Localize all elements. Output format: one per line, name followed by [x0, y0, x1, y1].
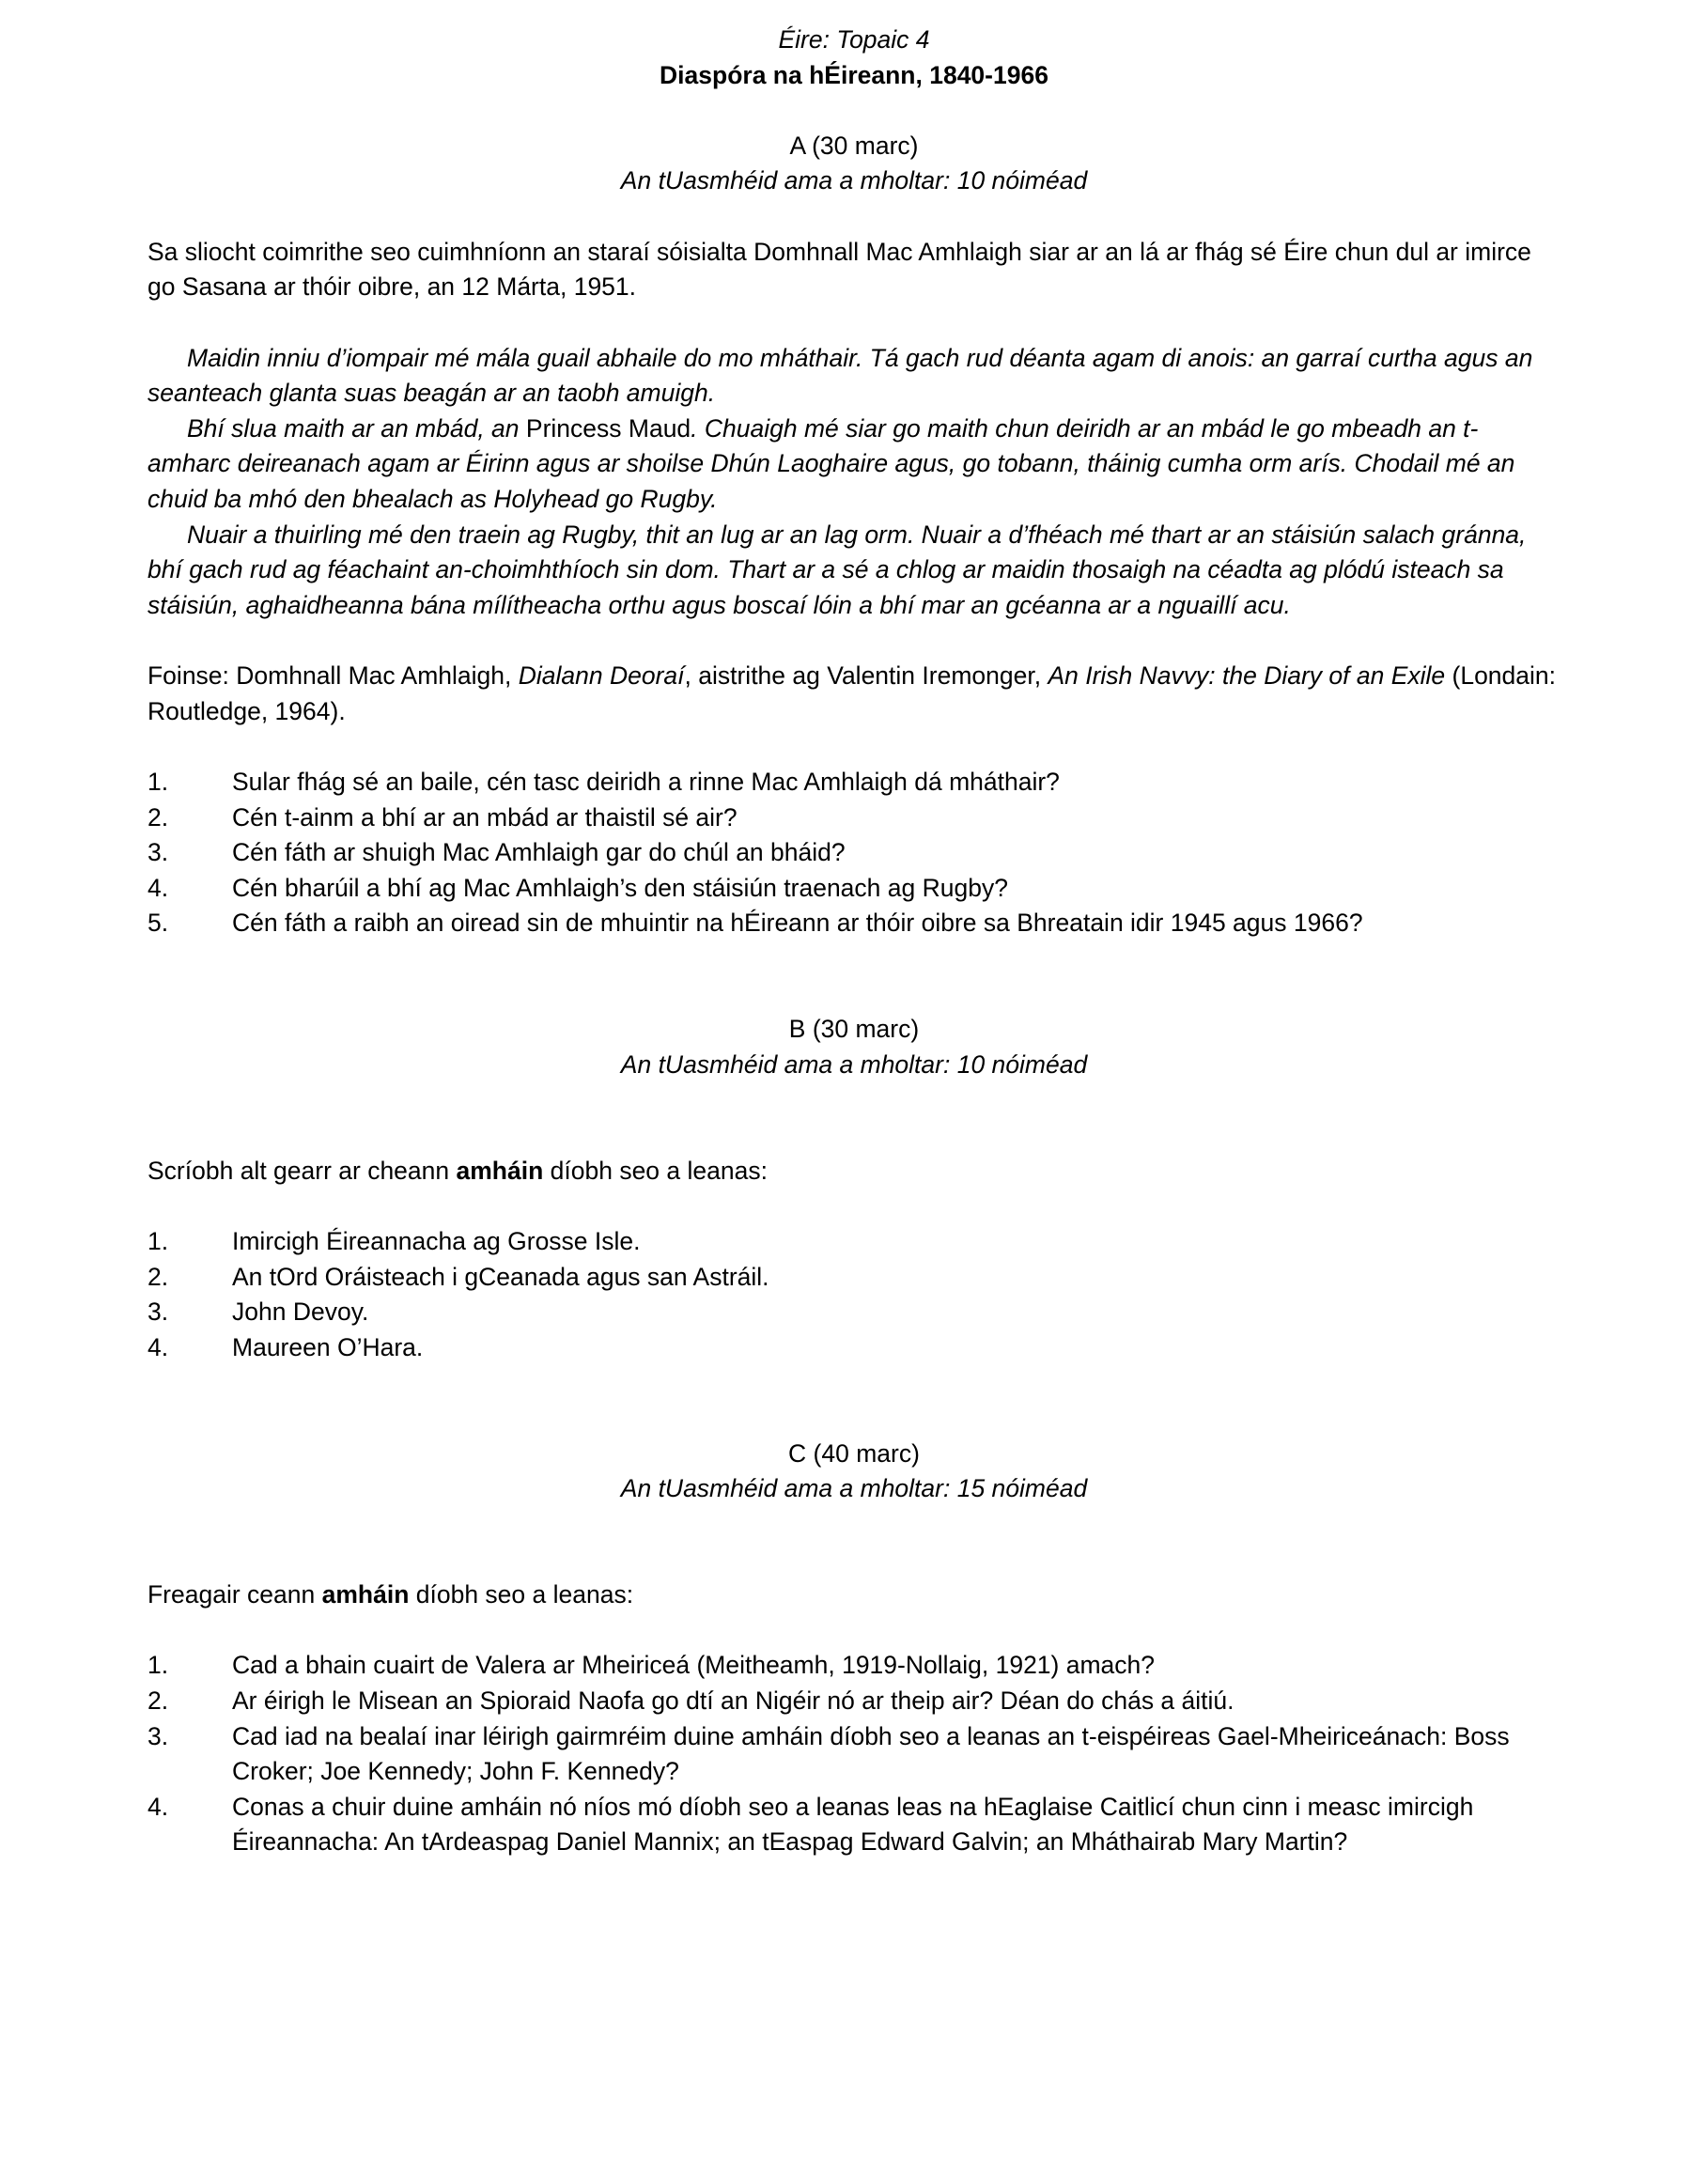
- spacer: [148, 977, 1560, 1013]
- spacer: [148, 1083, 1560, 1119]
- item-text: Cén t-ainm a bhí ar an mbád ar thaistil sé air?: [232, 802, 738, 832]
- section-a-subheading: An tUasmhéid ama a mholtar: 10 nóiméad: [620, 166, 1088, 195]
- item-number: 4.: [148, 1332, 169, 1361]
- extract-paragraph-2: [148, 412, 1560, 518]
- section-c-instruction: [148, 1578, 1560, 1613]
- instruction-emphasis: amháin: [456, 1156, 544, 1185]
- item-number: 1.: [148, 1651, 169, 1680]
- list-item: [148, 765, 1560, 800]
- source-middle: , aistrithe ag Valentin Iremonger,: [684, 661, 1048, 691]
- list-item: [148, 1260, 1560, 1296]
- item-number: 2.: [148, 1686, 169, 1715]
- instruction-part-b: díobh seo a leanas:: [543, 1156, 768, 1185]
- item-number: 3.: [148, 838, 169, 867]
- extract-p2-part-a: Bhí slua maith ar an mbád, an: [187, 413, 526, 443]
- spacer: [148, 93, 1560, 129]
- spacer: [148, 729, 1560, 765]
- source-tail: (Londain: Routledge, 1964).: [148, 661, 1557, 725]
- extract-paragraph-1: Maidin inniu d’iompair mé mála guail abhaile do mo mháthair. Tá gach rud déanta agam di anois: an garraí curtha agus an seanteach glanta suas beagán ar an taobh amuigh.: [148, 343, 1533, 408]
- item-text: Cad iad na bealaí inar léirigh gairmréim duine amháin díobh seo a leanas an t-eispéireas Gael-Mheiriceánach: Boss Croker; Joe Kennedy; John F. Kennedy?: [232, 1721, 1510, 1786]
- item-text: Conas a chuir duine amháin nó níos mó díobh seo a leanas leas na hEaglaise Caitlicí chun cinn i measc imircigh Éireannacha: An tArdeaspag Daniel Mannix; an tEaspag Edward Galvin; an Mháthairab Mary Martin?: [232, 1792, 1474, 1857]
- item-number: 3.: [148, 1721, 169, 1750]
- item-text: Cén fáth a raibh an oiread sin de mhuintir na hÉireann ar thóir oibre sa Bhreatain idir 1945 agus 1966?: [232, 909, 1363, 938]
- section-a-intro: Sa sliocht coimrithe seo cuimhníonn an staraí sóisialta Domhnall Mac Amhlaigh siar ar an lá ar fhág sé Éire chun dul ar imirce go Sasana ar thóir oibre, an 12 Márta, 1951.: [148, 237, 1531, 302]
- instruction-part-b: díobh seo a leanas:: [409, 1580, 634, 1609]
- spacer: [148, 1118, 1560, 1154]
- extract-p2-part-b: . Chuaigh mé siar go maith chun deiridh ar an mbád le go mbeadh an t-amharc deireanach agam ar Éirinn agus ar shoilse Dhún Laoghaire agus, go tobann, tháinig cumha orm arís. Chodail mé an chuid ba mhó den bhealach as Holyhead go Rugby.: [148, 413, 1515, 514]
- item-number: 2.: [148, 802, 169, 832]
- spacer: [148, 305, 1560, 341]
- item-number: 4.: [148, 1792, 169, 1821]
- item-text: An tOrd Oráisteach i gCeanada agus san Astráil.: [232, 1262, 769, 1291]
- item-text: Ar éirigh le Misean an Spioraid Naofa go dtí an Nigéir nó ar theip air? Déan do chás a áitiú.: [232, 1686, 1234, 1715]
- section-c-question-list: [148, 1648, 1560, 1860]
- item-text: Sular fhág sé an baile, cén tasc deiridh a rinne Mac Amhlaigh dá mháthair?: [232, 767, 1060, 796]
- topic-line: Éire: Topaic 4: [778, 25, 930, 54]
- item-text: John Devoy.: [232, 1298, 369, 1327]
- item-number: 4.: [148, 873, 169, 902]
- list-item: [148, 871, 1560, 907]
- section-c-subheading: An tUasmhéid ama a mholtar: 15 nóiméad: [620, 1474, 1088, 1503]
- spacer: [148, 1401, 1560, 1437]
- spacer: [148, 1189, 1560, 1224]
- ship-name: Princess Maud: [525, 413, 691, 443]
- spacer: [148, 199, 1560, 235]
- section-c-heading: C (40 marc): [788, 1438, 920, 1468]
- spacer: [148, 941, 1560, 977]
- instruction-part-a: Freagair ceann: [148, 1580, 322, 1609]
- section-a-question-list: [148, 765, 1560, 941]
- section-b-heading: B (30 marc): [788, 1015, 920, 1044]
- section-b-instruction: [148, 1154, 1560, 1189]
- item-number: 3.: [148, 1298, 169, 1327]
- list-item: [148, 1648, 1560, 1684]
- item-number: 1.: [148, 767, 169, 796]
- list-item: [148, 1719, 1560, 1790]
- source-title-irish: Dialann Deoraí: [518, 661, 685, 691]
- spacer: [148, 1507, 1560, 1543]
- source-citation: [148, 659, 1560, 729]
- spacer: [148, 1365, 1560, 1401]
- instruction-emphasis: amháin: [321, 1580, 410, 1609]
- source-extract: [148, 341, 1560, 624]
- section-a-heading: A (30 marc): [789, 131, 919, 160]
- item-number: 5.: [148, 909, 169, 938]
- list-item: [148, 800, 1560, 836]
- list-item: [148, 1295, 1560, 1330]
- item-text: Cad a bhain cuairt de Valera ar Mheiriceá (Meitheamh, 1919-Nollaig, 1921) amach?: [232, 1651, 1156, 1680]
- extract-paragraph-3: Nuair a thuirling mé den traein ag Rugby, thit an lug ar an lag orm. Nuair a d’fhéach mé thart ar an stáisiún salach gránna, bhí gach rud ag féachaint an-choimhthíoch sin dom. Thart ar a sé a chlog ar maidin thosaigh na céadta ag plódú isteach sa stáisiún, aghaidheanna bána mílítheacha orthu agus boscaí lóin a bhí mar an gcéanna ar a nguaillí acu.: [148, 520, 1527, 619]
- section-b-subheading: An tUasmhéid ama a mholtar: 10 nóiméad: [620, 1049, 1088, 1079]
- source-title-english: An Irish Navvy: the Diary of an Exile: [1048, 661, 1446, 691]
- item-number: 1.: [148, 1226, 169, 1255]
- list-item: [148, 835, 1560, 871]
- spacer: [148, 1613, 1560, 1649]
- list-item: [148, 1330, 1560, 1366]
- list-item: [148, 906, 1560, 941]
- spacer: [148, 1542, 1560, 1578]
- page-title: Diaspóra na hÉireann, 1840-1966: [660, 60, 1048, 89]
- instruction-part-a: Scríobh alt gearr ar cheann: [148, 1156, 457, 1185]
- item-text: Cén bharúil a bhí ag Mac Amhlaigh’s den stáisiún traenach ag Rugby?: [232, 873, 1008, 902]
- item-text: Imircigh Éireannacha ag Grosse Isle.: [232, 1226, 641, 1255]
- spacer: [148, 624, 1560, 660]
- item-text: Cén fáth ar shuigh Mac Amhlaigh gar do chúl an bháid?: [232, 838, 846, 867]
- item-number: 2.: [148, 1262, 169, 1291]
- list-item: [148, 1224, 1560, 1260]
- section-b-question-list: [148, 1224, 1560, 1366]
- source-label: Foinse: Domhnall Mac Amhlaigh,: [148, 661, 519, 691]
- list-item: [148, 1790, 1560, 1860]
- item-text: Maureen O’Hara.: [232, 1332, 424, 1361]
- list-item: [148, 1684, 1560, 1719]
- document-body: [148, 23, 1560, 1860]
